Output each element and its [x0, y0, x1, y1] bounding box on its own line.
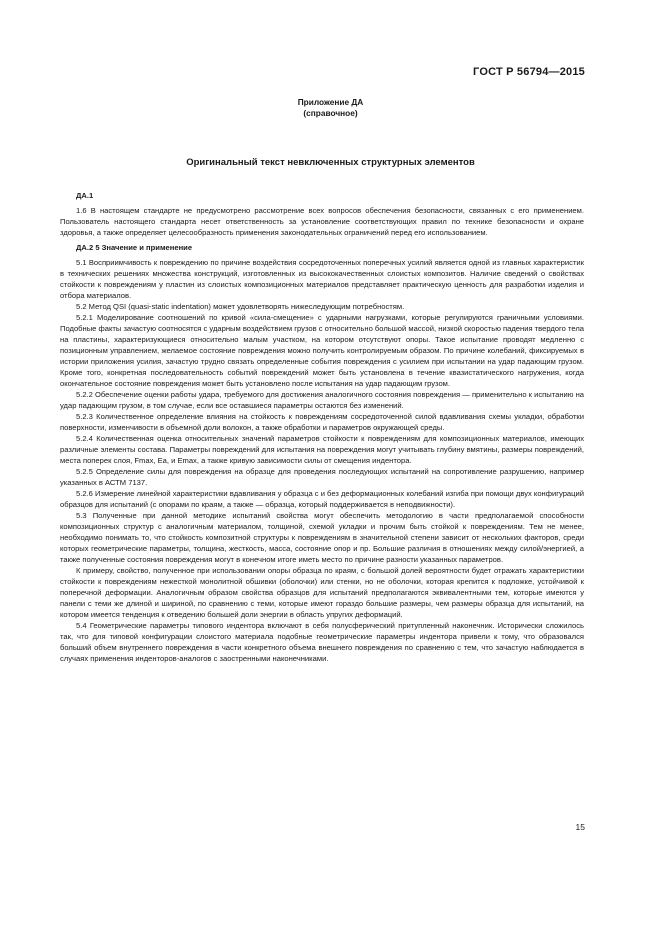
- paragraph-5-2-4: 5.2.4 Количественная оценка относительных значений параметров стойкости к повреждениям для композиционных материалов, имеющих различные элементы состава. Параметры повреждений для испытания на повреждения могут учитывать глубину вмятины, размеры повреждений, места поперек слоя, Fmax, Ea, и Emax, а также кривую зависимости силы от смещения индентора.: [60, 434, 584, 465]
- body-text: [60, 186, 584, 664]
- document-title: Оригинальный текст невключенных структурных элементов: [186, 157, 475, 168]
- paragraph-1-6: 1.6 В настоящем стандарте не предусмотрено рассмотрение всех вопросов обеспечения безопасности, связанных с его применением. Пользователь настоящего стандарта несет ответственность за установление соответствующих правил по технике безопасности и охране здоровья, а также определяет целесообразность применения законодательных ограничений перед его использованием.: [60, 206, 584, 237]
- paragraph-5-3-example: К примеру, свойство, полученное при использовании опоры образца по краям, с большой долей вероятности будет отражать характеристики стойкости к повреждениям нежесткой монолитной обшивки (оболочки) или стенки, но не оболочки, которая крепится к подложке, устойчивой к поперечной деформации. Аналогичным образом свойства образцов для испытаний предполагаются эквивалентными тем, которые имеются у панели с теми же длиной и шириной, по сравнению с теми, которые имеют гораздо большие размеры, чем размеры образца для испытаний, на котором имеется тенденция к отведению большей доли энергии в область упругих деформаций.: [60, 566, 584, 619]
- paragraph-5-2-6: 5.2.6 Измерение линейной характеристики вдавливания у образца с и без деформационных колебаний изгиба при помощи двух конфигураций образцов для испытаний (с опорами по краям, а также — образца, который поддерживается в неподвижности).: [60, 489, 584, 509]
- section-heading-da2: ДА.2 5 Значение и применение: [76, 243, 193, 252]
- page-number: 15: [575, 822, 585, 832]
- paragraph-5-2: 5.2 Метод QSI (quasi-static indentation) может удовлетворять нижеследующим потребностям.: [76, 302, 405, 311]
- section-heading-da1: ДА.1: [76, 191, 94, 200]
- paragraph-5-2-3: 5.2.3 Количественное определение влияния на стойкость к повреждениям сосредоточенной силой вдавливания схемы укладки, обработки поверхности, изменчивости в объемной доли волокон, а также обработки и параметров окружающей среды.: [60, 412, 584, 432]
- paragraph-5-4: 5.4 Геометрические параметры типового индентора включают в себя полусферический притупленный наконечник. Исторически сложилось так, что для типовой конфигурации слоистого материала подобные геометрические параметры индентора привели к тому, что образовался больший объем внутреннего повреждения в части конкретного объема внешнего повреждения по сравнению с тем, что зачастую наблюдается в случаях применения инденторов-аналогов с заостренными наконечниками.: [60, 621, 584, 663]
- appendix-subtitle: (справочное): [303, 108, 358, 118]
- paragraph-5-2-5: 5.2.5 Определение силы для повреждения на образце для проведения последующих испытаний на сопротивление разрушению, например указанных в АСТМ 7137.: [60, 467, 584, 487]
- paragraph-5-2-1: 5.2.1 Моделирование соотношений по кривой «сила-смещение» с ударными нагрузками, которые регулируются граничными условиями. Подобные факты зачастую соотносятся с ударным воздействием грузов с относительно большой массой, низкой скоростью падения твердого тела на пластины, характеризующиеся относительно малым участком, на котором отсутствуют опоры. Такое испытание проводят медленно с позиционным управлением, желаемое состояние повреждения можно получить контролируемым образом. По причине колебаний, фиксируемых в истории приложения усилия, зачастую трудно связать определенные события повреждения с усилием при испытании на удар падающим грузом. Кроме того, конкретная последовательность событий повреждений может быть установлена в течение квазистатического нагружения, когда окончательное состояние повреждения может быть установлено после испытания на удар падающим грузом.: [60, 313, 584, 388]
- appendix-title: Приложение ДА: [297, 97, 364, 107]
- appendix-block: [0, 97, 661, 119]
- standard-designation: ГОСТ Р 56794—2015: [473, 66, 585, 78]
- paragraph-5-3: 5.3 Полученные при данной методике испытаний свойства могут обеспечить методологию в части предполагаемой способности композиционных структур с аналогичным материалом, толщиной, схемой укладки и прочим быть стойкой к повреждениям. Тем не менее, необходимо понимать то, что стойкость композитной структуры к повреждениям в значительной степени зависит от нескольких факторов, среди которых геометрические параметры, толщина, жесткость, масса, состояние опор и пр. Большие различия в отношениях между силой/энергией, а также полученные состояния повреждения могут в конечном итоге иметь место по причине разности указанных параметров.: [60, 511, 584, 564]
- paragraph-5-2-2: 5.2.2 Обеспечение оценки работы удара, требуемого для достижения аналогичного состояния повреждения — применительно к испытанию на удар падающим грузом, в том случае, если все оставшиеся параметры остаются без изменений.: [60, 390, 584, 410]
- paragraph-5-1: 5.1 Восприимчивость к повреждению по причине воздействия сосредоточенных поперечных усилий является одной из главных характеристик в технических решениях множества конструкций, изготовленных из высококачественных слоистых композитов. Наличие сведений о свойствах стойкости к повреждениям у пластин из слоистых композиционных материалов представляет практическую ценность для разработки изделия и отбора материалов.: [60, 258, 584, 300]
